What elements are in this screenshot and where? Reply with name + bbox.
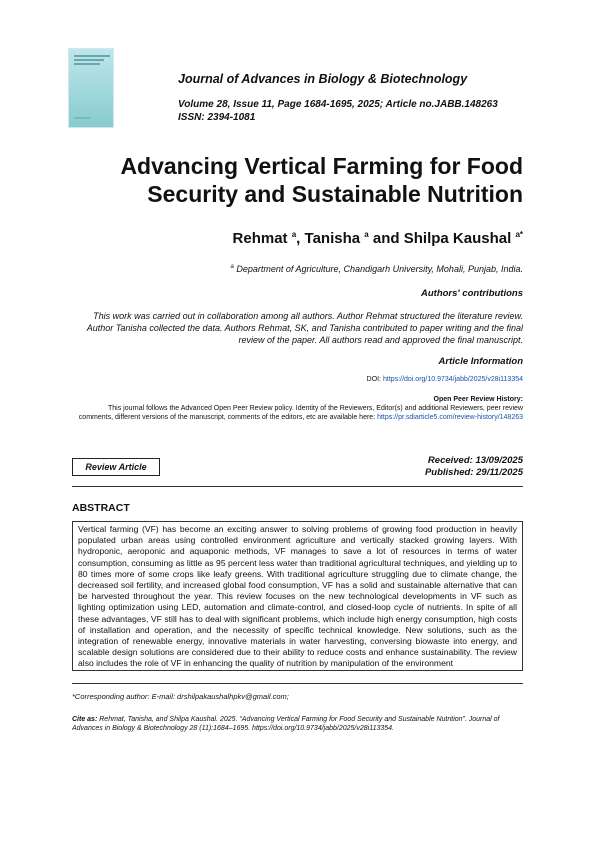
article-title [60,152,523,208]
peer-review-body: This journal follows the Advanced Open Peer Review policy. Identity of the Reviewers, Editor(s) and additional Reviewers, peer review comments, different versions of the manuscript, comments of the editors, etc are available here: [78,405,523,421]
peer-review-text [72,404,523,422]
footnote-divider [72,683,523,684]
abstract-box [72,521,523,671]
cite-label: Cite as: [72,716,98,723]
dates [425,455,523,479]
article-info-heading: Article Information [438,356,523,367]
author-name: Rehmat [232,230,288,247]
received-date: Received: 13/09/2025 [427,455,523,466]
citation [72,715,523,733]
affiliation-text: Department of Agriculture, Chandigarh University, Mohali, Punjab, India. [236,264,523,274]
journal-meta [178,98,498,124]
doi-link[interactable]: https://doi.org/10.9734/jabb/2025/v28i113354 [383,376,523,383]
author-sup: a [364,230,369,239]
journal-title: Journal of Advances in Biology & Biotechnology [178,72,468,86]
published-date: Published: 29/11/2025 [424,467,523,478]
doi-label: DOI: [366,376,384,383]
affiliation [230,264,523,274]
author-sup: a* [515,230,523,239]
journal-cover-thumbnail [68,48,114,128]
author-list [233,230,523,247]
author-separator: and [368,230,404,247]
author-name: Shilpa Kaushal [403,230,512,247]
author-sup: a [291,230,297,239]
volume-line: Volume 28, Issue 11, Page 1684-1695, 2025; Article no.JABB.148263 [178,99,498,110]
abstract-text: Vertical farming (VF) has become an exciting answer to solving problems of growing food production in heavily populated urban areas using controlled environment agriculture and vertically stacked growing layers. With hydroponic, aeroponic and aquaponic methods, VF manages to save a lot of resources in terms of water consumption, consuming as little as 95 percent less water than traditional agricultural techniques, and yielding up to 80 times more of some crops like leafy greens. With traditional agriculture struggling due to climate change, the decreased soil fertility, and increased global food consumption, VF has a solid and sustainable alternative that can be harvested throughout the year. This review focuses on the new technological developments in VF such as lighting optimization using LED, automation and climate-control, and closed-loop cycle of nutrients. In spite of all these advantages, VF still has to deal with significant problems, which include high energy consumption, high costs of installation and operation, and the necessity of specific technical knowledge. New solutions, such as the integration of renewable energy, innovative materials in water harvesting, conversing biowaste into energy, and scalable design solutions are considered due to their ability to reduce costs and enhance sustainability. The review also includes the role of VF in enhancing the quality of nutrition by manipulation of the environment [78,524,518,669]
contributions-heading: Authors' contributions [421,288,523,299]
divider [72,486,523,487]
author-name: Tanisha [304,230,361,247]
issn: ISSN: 2394-1081 [178,112,256,123]
cite-text: Rehmat, Tanisha, and Shilpa Kaushal. 2025. “Advancing Vertical Farming for Food Security and Sustainable Nutrition”. Journal of Advances in Biology & Biotechnology 28 (11):1684–1695. https://doi.org/10.9734/jabb/2025/v28i113354. [72,716,500,732]
peer-review-heading: Open Peer Review History: [433,396,523,403]
author-separator: , [296,230,305,247]
article-type-badge: Review Article [72,458,160,476]
affiliation-sup: a [230,264,234,270]
doi-line [367,376,523,383]
title-line-1: Advancing Vertical Farming for Food [120,153,523,179]
abstract-heading: ABSTRACT [72,502,130,514]
peer-review-link[interactable]: https://pr.sdiarticle5.com/review-history/148263 [377,414,523,421]
title-line-2: Security and Sustainable Nutrition [147,181,523,207]
contributions-text: This work was carried out in collaboration among all authors. Author Rehmat structured the literature review. Author Tanisha collected the data. Authors Rehmat, SK, and Tanisha contributed to paper writing and the final review of the paper. All authors read and approved the final manuscript. [86,311,523,345]
corresponding-author: *Corresponding author: E-mail: drshilpakaushalhpkv@gmail.com; [72,692,289,701]
